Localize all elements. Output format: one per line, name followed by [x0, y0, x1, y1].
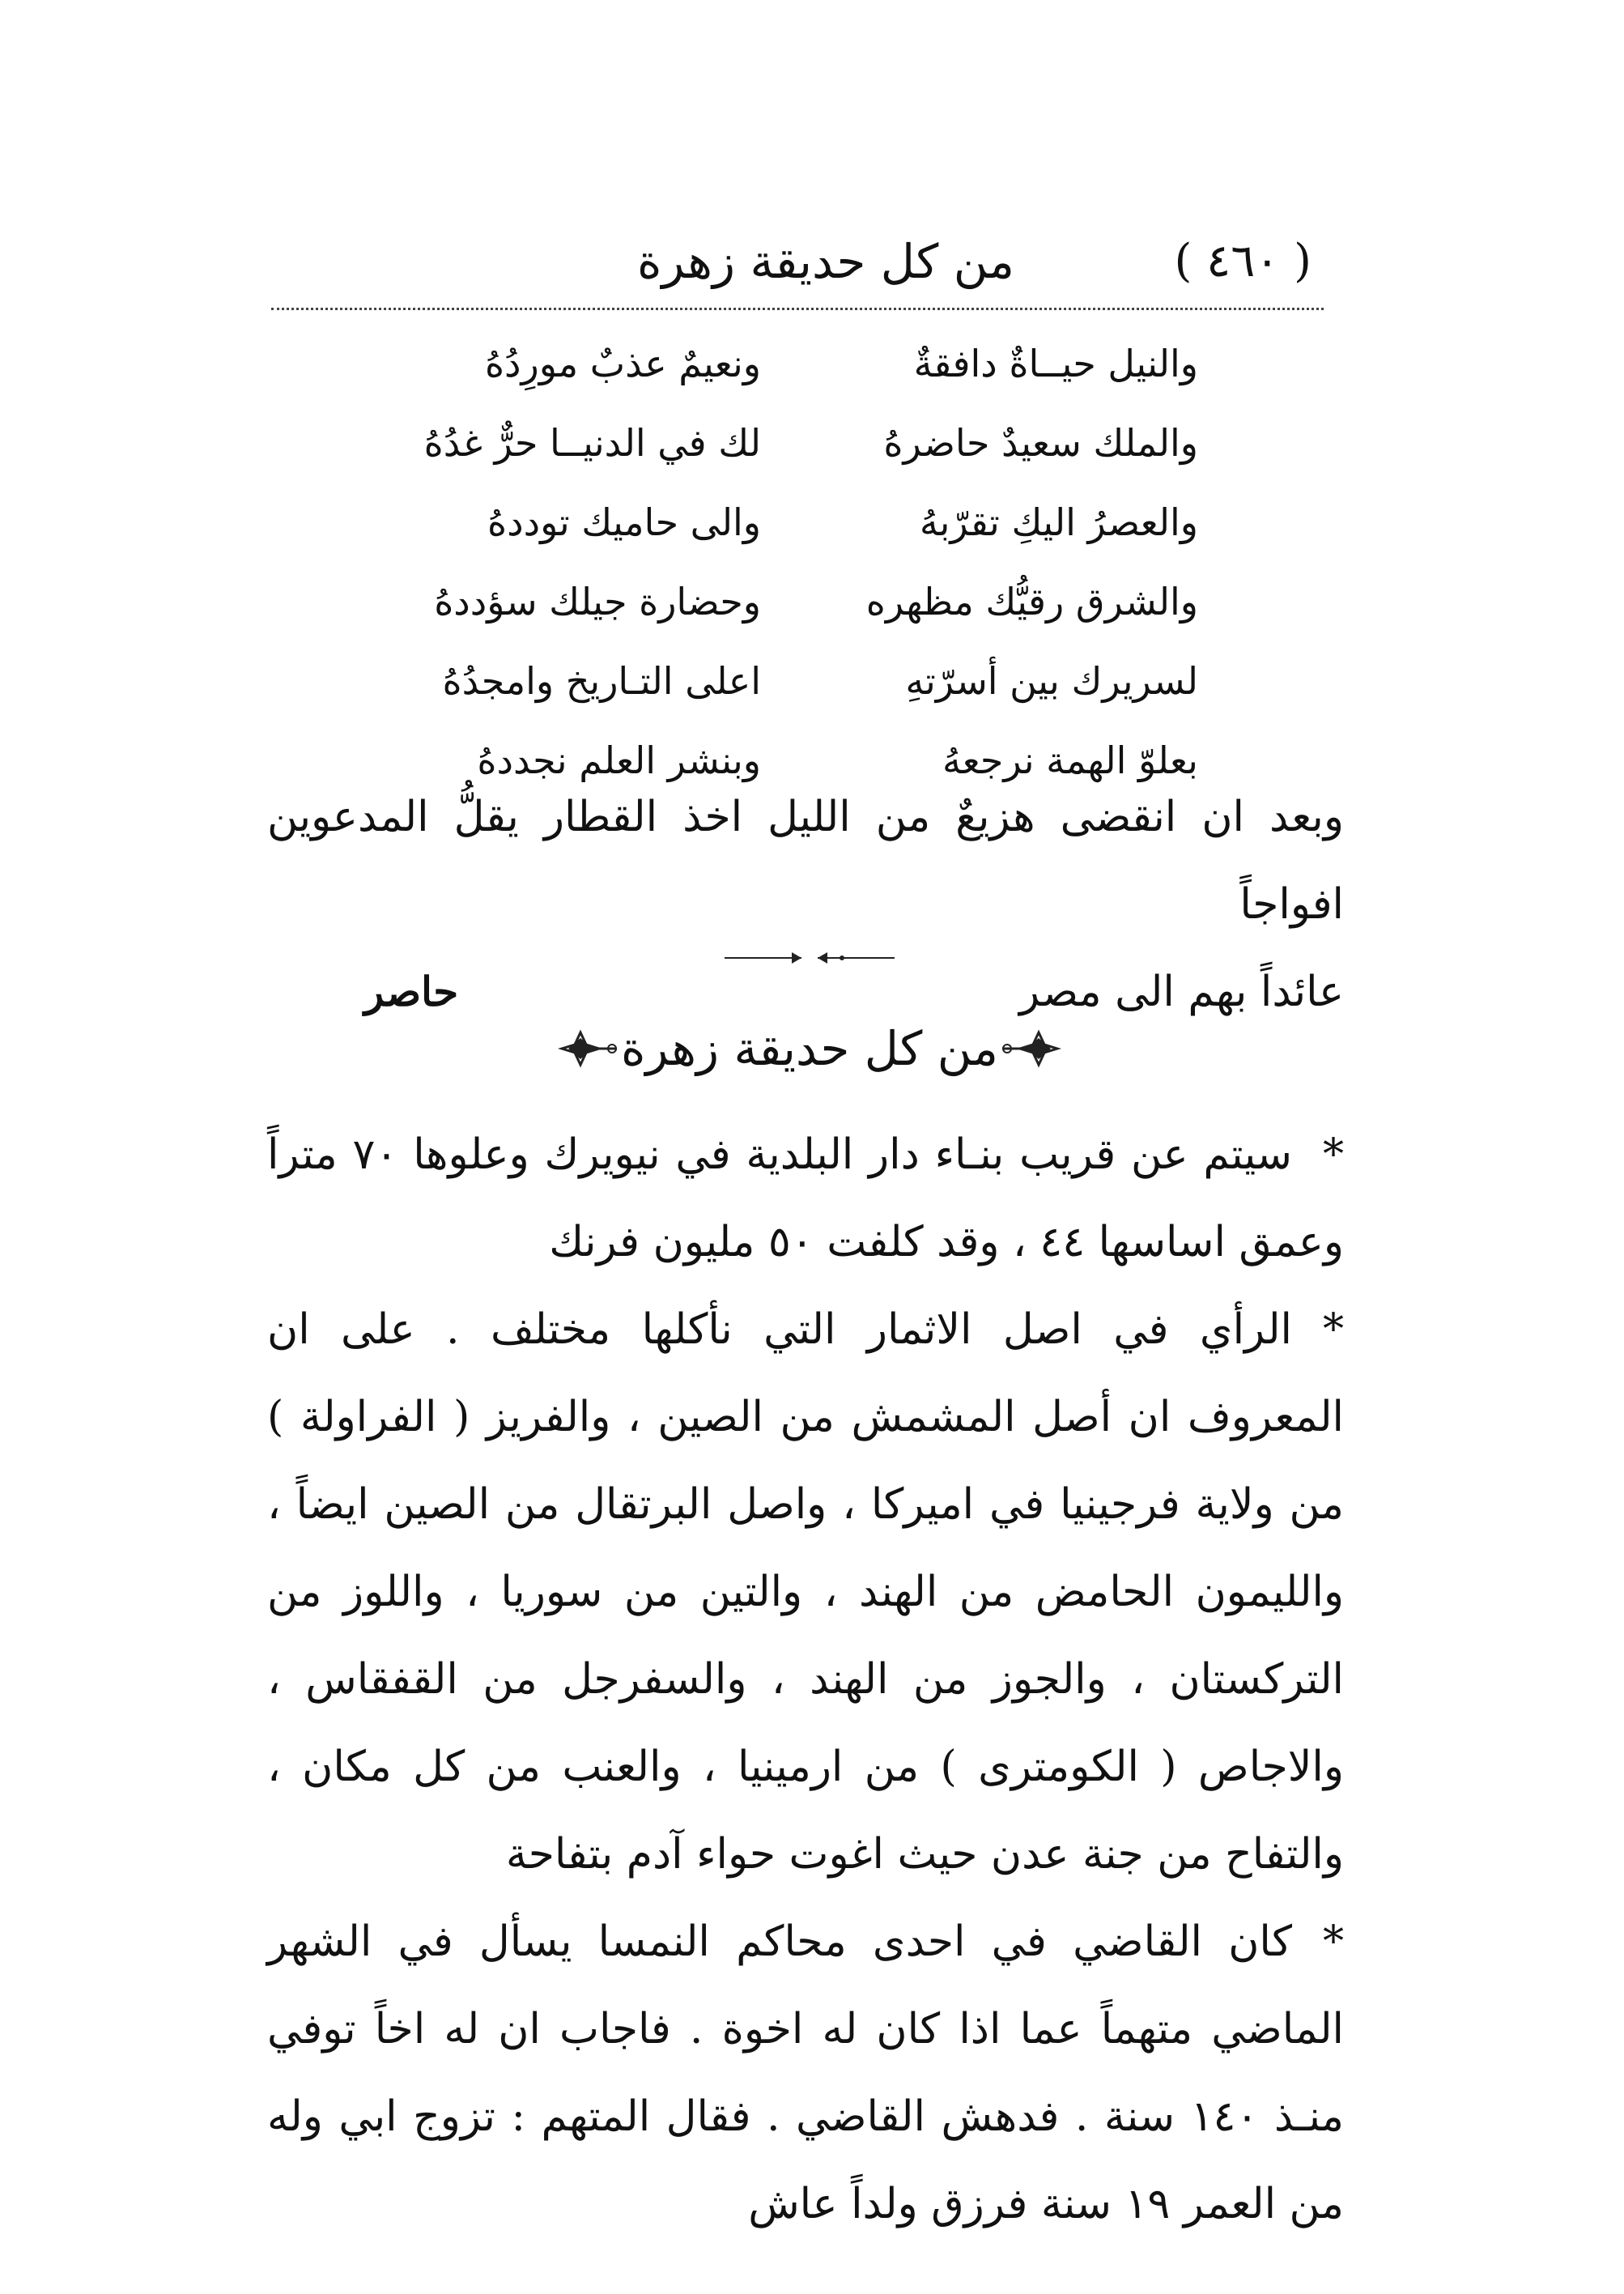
poem — [389, 324, 1198, 800]
closing-line: عائداً بهم الى مصر — [1019, 968, 1344, 1016]
poem-verse — [389, 324, 1198, 403]
author-signature: حاصر — [364, 968, 459, 1015]
poem-verse — [389, 641, 1198, 721]
news-item-text: كان القاضي في احدى محاكم النمسا يسأل في الشهر الماضي متهماً عما اذا كان له اخوة . فاجاب ان له اخاً توفي منـذ ١٤٠ سنة . فدهش القاضي . فقال المتهم : تزوج ابي وله من العمر ١٩ سنة فرزق ولداً عاش — [267, 1917, 1344, 2228]
news-item-text: الرأي في اصل الاثمار التي نأكلها مختلف . على ان المعروف ان أصل المشمش من الصين ، والفريز ( الفراولة ) من ولاية فرجينيا في اميركا ، واصل البرتقال من الصين ايضاً ، والليمون الحامض من الهند ، والتين من سوريا ، واللوز من التركستان ، والجوز من الهند ، والسفرجل من القفقاس ، والاجاص ( الكومترى ) من ارمينيا ، والعنب من كل مكان ، والتفاح من جنة عدن حيث اغوت حواء آدم بتفاحة — [267, 1305, 1344, 1879]
news-items — [267, 1111, 1344, 2248]
header-rule — [271, 308, 1324, 310]
news-item — [267, 1286, 1344, 1898]
item-asterisk: * — [1323, 1305, 1344, 1354]
running-title: من كل حديقة زهرة — [637, 234, 1014, 289]
poem-verse — [389, 403, 1198, 483]
verse-first-hemistich: والشرق رقيُّك مظهره — [865, 580, 1198, 624]
verse-first-hemistich: بعلوّ الهمة نرجعهُ — [942, 738, 1198, 782]
closing-paragraph — [267, 773, 1344, 1036]
verse-second-hemistich: والى حاميك توددهُ — [487, 500, 761, 544]
news-item-text: سيتم عن قريب بنـاء دار البلدية في نيويرك وعلوها ٧٠ متراً وعمق اساسها ٤٤ ، وقد كلفت ٥٠ مليون فرنك — [267, 1130, 1344, 1266]
star-flourish-icon — [1002, 1028, 1075, 1069]
verse-second-hemistich: اعلى التـاريخ وامجدُهُ — [442, 659, 761, 703]
verse-first-hemistich: والعصرُ اليكِ تقرّبهُ — [919, 500, 1198, 544]
page-number: ( ٤٦٠ ) — [1174, 235, 1312, 287]
section-title: من كل حديقة زهرة — [621, 1021, 998, 1076]
news-item — [267, 1898, 1344, 2248]
poem-verse — [389, 483, 1198, 562]
item-asterisk: * — [1323, 1917, 1344, 1966]
verse-first-hemistich: والنيل حيــاةٌ دافقةٌ — [913, 342, 1198, 385]
section-heading — [405, 1004, 1214, 1093]
verse-second-hemistich: ونعيمٌ عذبٌ مورِدُهُ — [484, 342, 761, 385]
poem-verse — [389, 562, 1198, 641]
item-asterisk: * — [1323, 1130, 1344, 1179]
verse-first-hemistich: والملك سعيدٌ حاضرهُ — [883, 421, 1198, 465]
closing-line: وبعد ان انقضى هزيعٌ من الليل اخذ القطار يقلُّ المدعوين افواجاً — [267, 793, 1344, 929]
verse-first-hemistich: لسريرك بين أسرّتهِ — [905, 659, 1198, 703]
verse-second-hemistich: وبنشر العلم نجددهُ — [477, 738, 761, 782]
star-flourish-icon — [544, 1028, 617, 1069]
running-header — [275, 225, 1312, 298]
verse-second-hemistich: وحضارة جيلك سؤددهُ — [434, 580, 761, 624]
news-item — [267, 1111, 1344, 1286]
verse-second-hemistich: لك في الدنيــا حرٌّ غدُهُ — [423, 421, 761, 465]
end-ornament-icon — [721, 946, 899, 970]
